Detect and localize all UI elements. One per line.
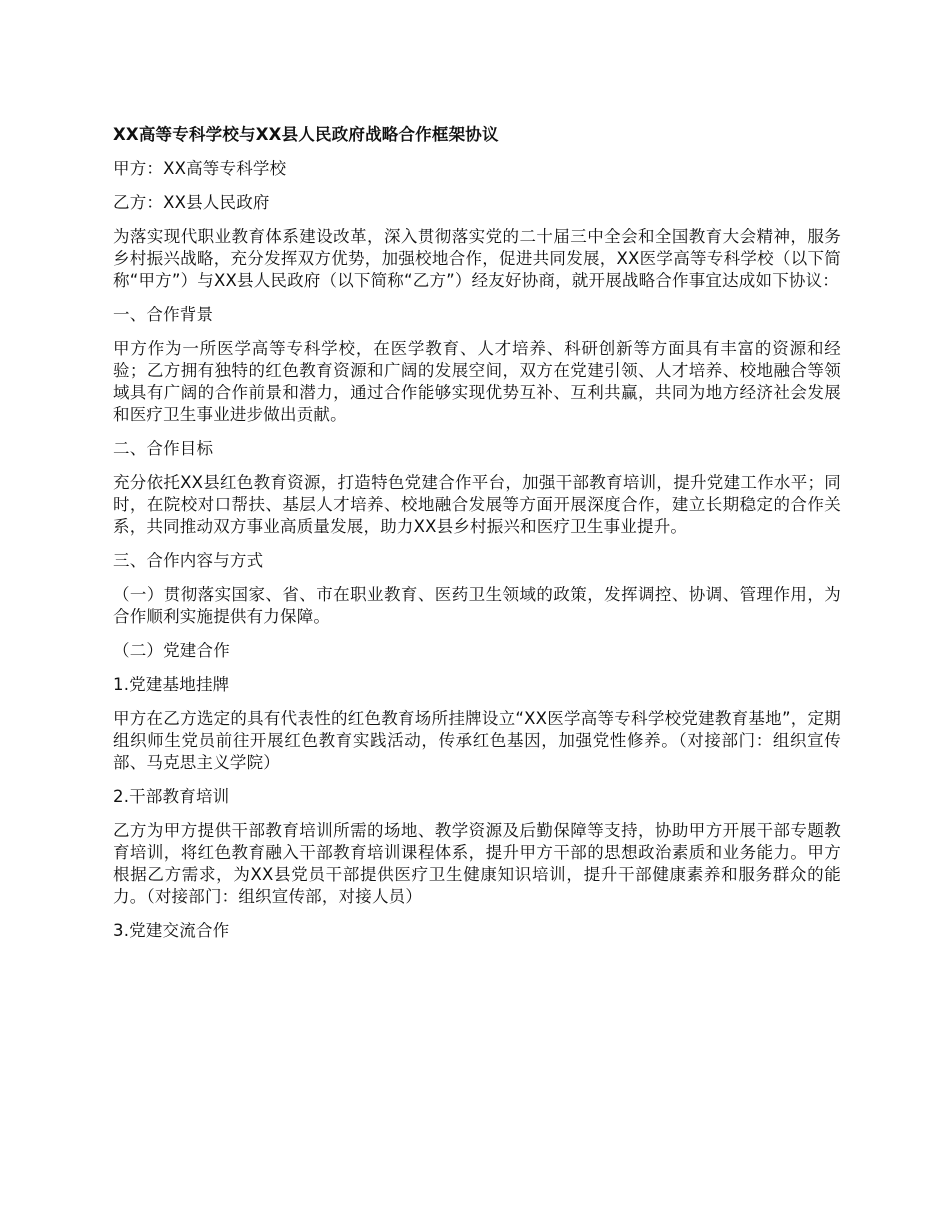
item1-paragraph: （一）贯彻落实国家、省、市在职业教育、医药卫生领域的政策，发挥调控、协调、管理作用，为合作顺利实施提供有力保障。 (113, 585, 841, 626)
section1-body: 甲方作为一所医学高等专科学校，在医学教育、人才培养、科研创新等方面具有丰富的资源和经验；乙方拥有独特的红色教育资源和广阔的发展空间，双方在党建引领、人才培养、校地融合等领域具有广阔的合作前景和潜力，通过合作能够实现优势互补、互利共赢，共同为地方经济社会发展和医疗卫生事业进步做出贡献。 (113, 339, 841, 424)
sub2-body: 乙方为甲方提供干部教育培训所需的场地、教学资源及后勤保障等支持，协助甲方开展干部专题教育培训，将红色教育融入干部教育培训课程体系，提升甲方干部的思想政治素质和业务能力。甲方根据乙方需求，为XX县党员干部提供医疗卫生健康知识培训，提升干部健康素养和服务群众的能力。（对接部门：组织宣传部，对接人员） (113, 821, 841, 906)
party-a: 甲方：XX高等专科学校 (113, 159, 287, 178)
section2-heading: 二、合作目标 (113, 439, 214, 458)
section1-heading: 一、合作背景 (113, 305, 214, 324)
section2-body: 充分依托XX县红色教育资源，打造特色党建合作平台，加强干部教育培训，提升党建工作水平；同时，在院校对口帮扶、基层人才培养、校地融合发展等方面开展深度合作，建立长期稳定的合作关系，共同推动双方事业高质量发展，助力XX县乡村振兴和医疗卫生事业提升。 (113, 473, 841, 536)
section3-heading: 三、合作内容与方式 (113, 551, 264, 570)
document-page (113, 124, 841, 954)
party-b: 乙方：XX县人民政府 (113, 193, 270, 212)
sub1-heading: 1.党建基地挂牌 (113, 675, 230, 694)
document-title: XX高等专科学校与XX县人民政府战略合作框架协议 (113, 125, 499, 144)
intro-paragraph: 为落实现代职业教育体系建设改革，深入贯彻落实党的二十届三中全会和全国教育大会精神，服务乡村振兴战略，充分发挥双方优势，加强校地合作，促进共同发展，XX医学高等专科学校（以下简称“甲方”）与XX县人民政府（以下简称“乙方”）经友好协商，就开展战略合作事宜达成如下协议： (113, 227, 841, 290)
sub3-heading: 3.党建交流合作 (113, 921, 230, 940)
sub2-heading: 2.干部教育培训 (113, 787, 230, 806)
sub1-body: 甲方在乙方选定的具有代表性的红色教育场所挂牌设立“XX医学高等专科学校党建教育基地”，定期组织师生党员前往开展红色教育实践活动，传承红色基因，加强党性修养。（对接部门：组织宣传部、马克思主义学院） (113, 709, 841, 772)
item2-heading: （二）党建合作 (113, 641, 230, 660)
